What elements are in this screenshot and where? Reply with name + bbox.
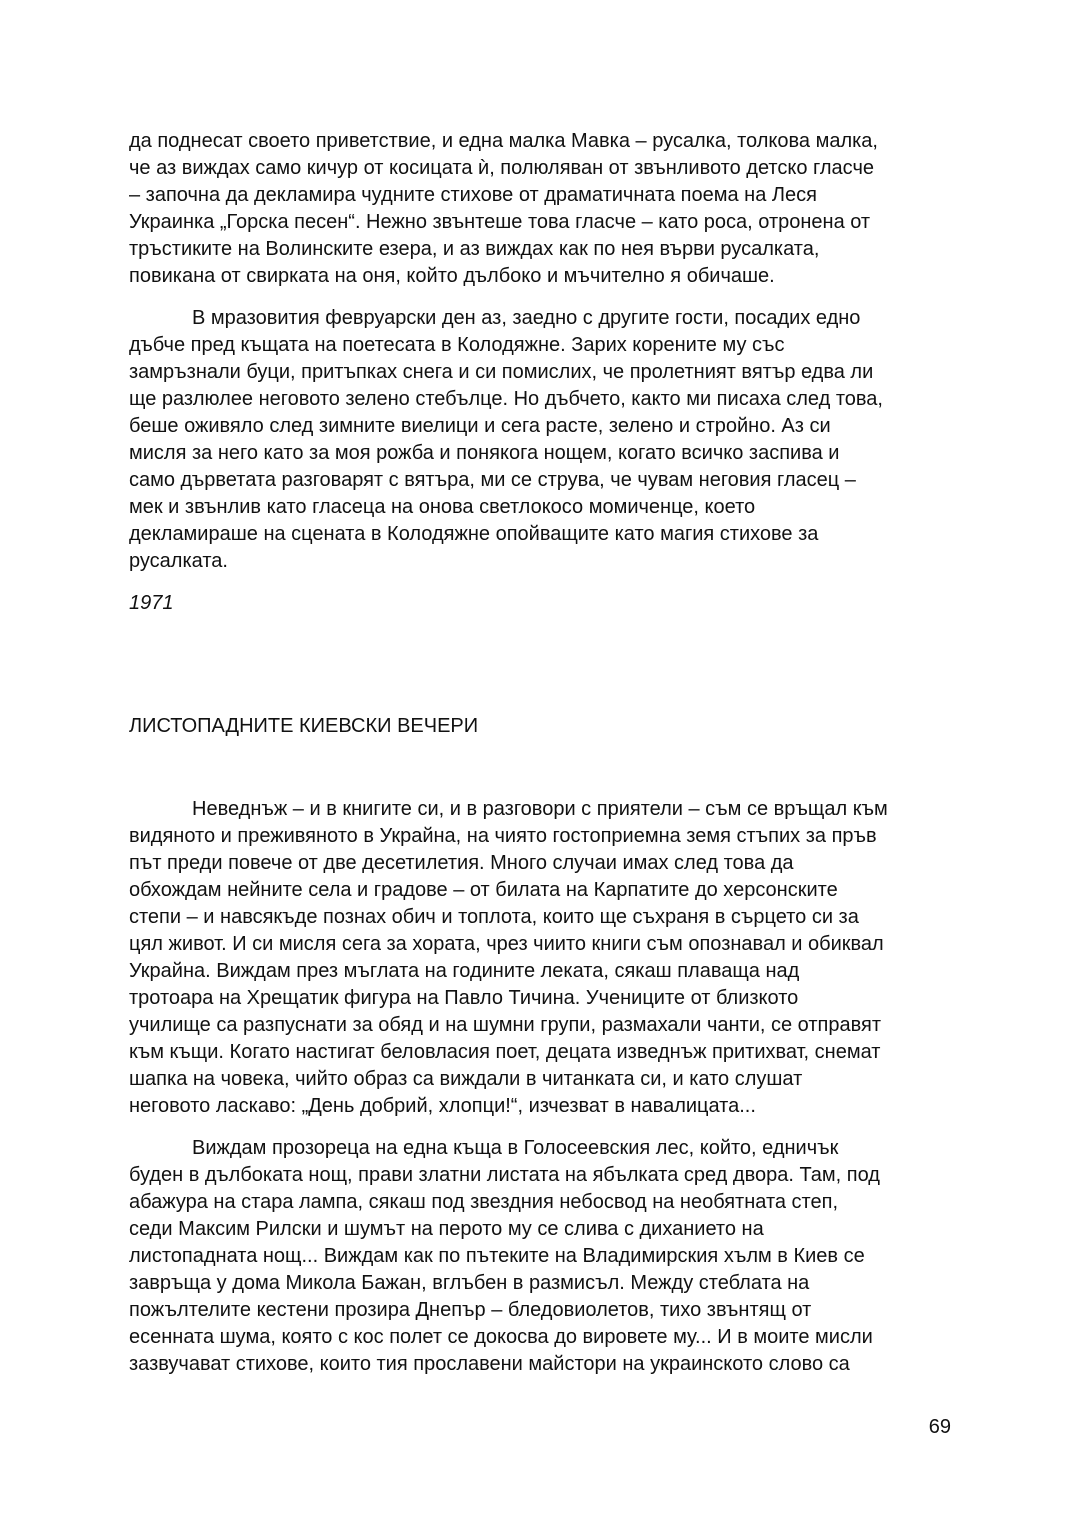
- page-number: 69: [928, 1416, 951, 1438]
- text-line: Неведнъж – и в книгите си, и в разговори с приятели – съм се връщал към: [192, 798, 888, 820]
- text-line: че аз виждах само кичур от косицата ѝ, полюляван от звънливото детско гласче: [129, 157, 874, 179]
- text-line: есенната шума, която с кос полет се докосва до вировете му... И в моите мисли: [129, 1326, 873, 1348]
- section-heading: ЛИСТОПАДНИТЕ КИЕВСКИ ВЕЧЕРИ: [129, 715, 479, 737]
- text-line: декламираше на сцената в Колодяжне опойващите като магия стихове за: [129, 523, 819, 545]
- paragraph-4: [129, 1135, 953, 1378]
- paragraph-1: [129, 128, 953, 290]
- text-line: замръзнали буци, притъпках снега и си помислих, че пролетният вятър едва ли: [129, 361, 874, 383]
- text-line: зазвучават стихове, които тия прославени майстори на украинското слово са: [129, 1353, 850, 1375]
- text-line: абажура на стара лампа, сякаш под звездния небосвод на необятната степ,: [129, 1191, 839, 1213]
- text-line: мисля за него като за моя рожба и понякога нощем, когато всичко заспива и: [129, 442, 840, 464]
- text-line: обхождам нейните села и градове – от билата на Карпатите до херсонските: [129, 879, 838, 901]
- text-line: В мразовития февруарски ден аз, заедно с другите гости, посадих едно: [192, 307, 861, 329]
- text-line: шапка на човека, чийто образ са виждали в читанката си, и като слушат: [129, 1068, 803, 1090]
- text-line: повикана от свирката на оня, който дълбоко и мъчително я обичаше.: [129, 265, 775, 287]
- text-line: пожълтелите кестени прозира Днепър – бледовиолетов, тихо звънтящ от: [129, 1299, 812, 1321]
- text-line: – започна да декламира чудните стихове от драматичната поема на Леся: [129, 184, 817, 206]
- text-line: беше оживяло след зимните виелици и сега расте, зелено и стройно. Аз си: [129, 415, 831, 437]
- text-line: само дърветата разговарят с вятъра, ми се струва, че чувам неговия гласец –: [129, 469, 856, 491]
- text-line: неговото ласкаво: „День добрий, хлопци!“, изчезват в навалицата...: [129, 1095, 756, 1117]
- paragraph-3: [129, 796, 953, 1120]
- text-line: път преди повече от две десетилетия. Много случаи имах след това да: [129, 852, 794, 874]
- text-line: видяното и преживяното в Украйна, на чиято гостоприемна земя стъпих за пръв: [129, 825, 877, 847]
- text-line: дъбче пред къщата на поетесата в Колодяжне. Зарих корените му със: [129, 334, 785, 356]
- text-line: училище са разпуснати за обяд и на шумни групи, размахали чанти, се отправят: [129, 1014, 881, 1036]
- text-line: към къщи. Когато настигат беловласия поет, децата изведнъж притихват, снемат: [129, 1041, 881, 1063]
- text-line: Виждам прозореца на една къща в Голосеевския лес, който, едничък: [192, 1137, 839, 1159]
- text-line: цял живот. И си мисля сега за хората, чрез чиито книги съм опознавал и обиквал: [129, 933, 884, 955]
- text-line: Украйна. Виждам през мъглата на годините леката, сякаш плаваща над: [129, 960, 800, 982]
- text-line: да поднесат своето приветствие, и една малка Мавка – русалка, толкова малка,: [129, 130, 878, 152]
- paragraph-2: [129, 305, 953, 575]
- text-line: тротоара на Хрещатик фигура на Павло Тичина. Учениците от близкото: [129, 987, 799, 1009]
- text-line: ще разлюлее неговото зелено стебълце. Но дъбчето, както ми писаха след това,: [129, 388, 883, 410]
- text-line: степи – и навсякъде познах обич и топлота, които ще съхраня в сърцето си за: [129, 906, 859, 928]
- text-line: Украинка „Горска песен“. Нежно звънтеше това гласче – като роса, отронена от: [129, 211, 871, 233]
- text-line: буден в дълбоката нощ, прави златни листата на ябълката сред двора. Там, под: [129, 1164, 880, 1186]
- year-dateline: 1971: [129, 592, 174, 614]
- text-line: тръстиките на Волинските езера, и аз виждах как по нея върви русалката,: [129, 238, 820, 260]
- text-line: листопадната нощ... Виждам как по пътеките на Владимирския хълм в Киев се: [129, 1245, 865, 1267]
- text-line: завръща у дома Микола Бажан, вглъбен в размисъл. Между стеблата на: [129, 1272, 810, 1294]
- text-line: седи Максим Рилски и шумът на перото му се слива с диханието на: [129, 1218, 764, 1240]
- text-line: русалката.: [129, 550, 228, 572]
- text-line: мек и звънлив като гласеца на онова светлокосо момиченце, което: [129, 496, 756, 518]
